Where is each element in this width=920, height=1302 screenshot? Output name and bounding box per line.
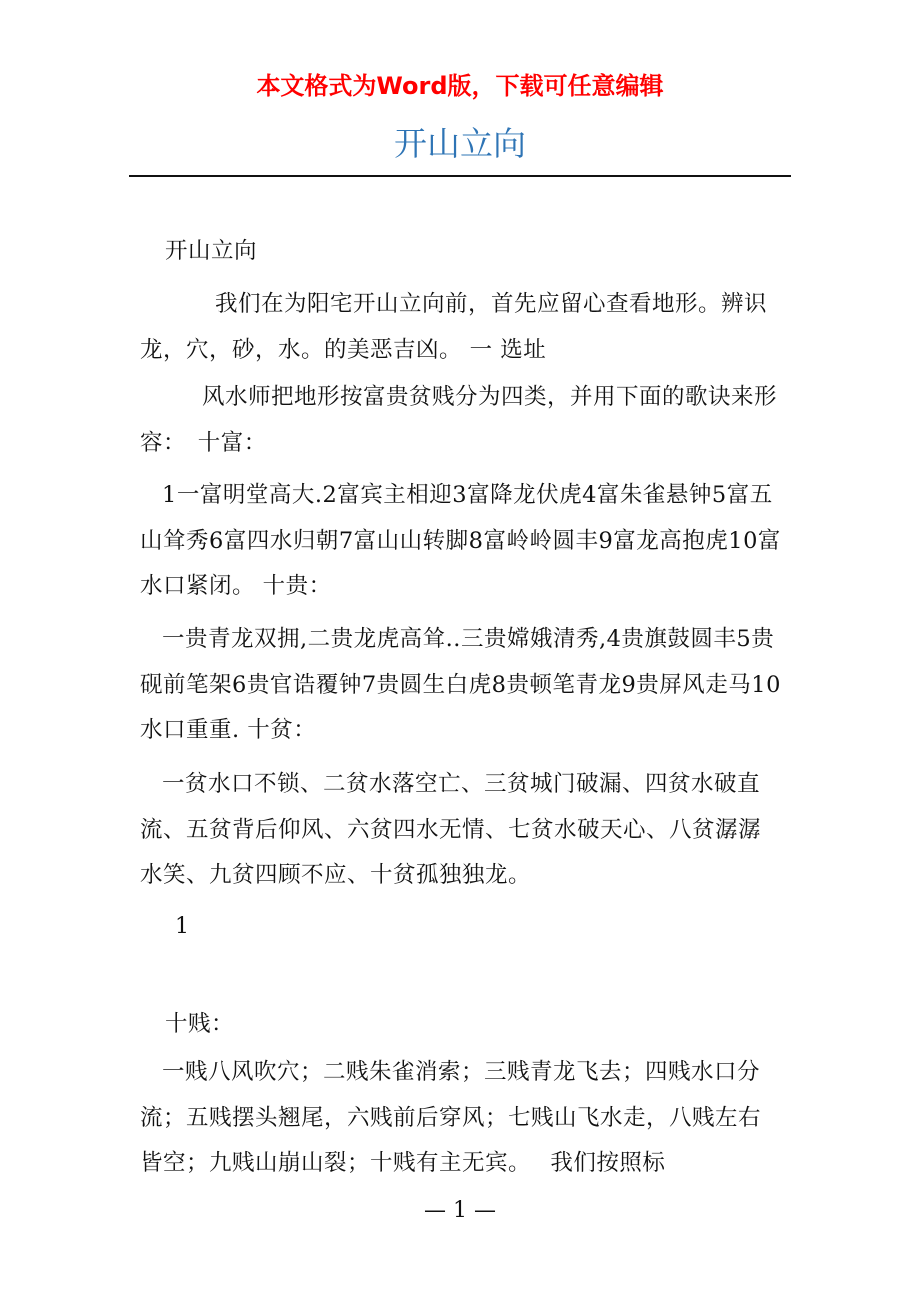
paragraph-ten-rich: 1一富明堂高大.2富宾主相迎3富降龙伏虎4富朱雀悬钟5富五山耸秀6富四水归朝7富山山转脚8富岭岭圆丰9富龙高抱虎10富水口紧闭。 十贵： [140,482,781,599]
paragraph-ten-lowly-heading: 十贱： [165,1011,235,1037]
format-notice-banner: 本文格式为Word版，下载可任意编辑 [256,72,664,100]
title-divider [129,175,791,177]
paragraph-ten-lowly: 一贱八风吹穴；二贱朱雀消索；三贱青龙飞去；四贱水口分流；五贱摆头翘尾，六贱前后穿风；七贱山飞水走，八贱左右皆空；九贱山崩山裂；十贱有主无宾。 我们按照标 [140,1059,762,1176]
section-heading: 开山立向 [165,238,258,264]
footer-page-number: — 1 — [424,1198,496,1223]
paragraph-ten-poor: 一贫水口不锁、二贫水落空亡、三贫城门破漏、四贫水破直流、五贫背后仰风、六贫四水无情、七贫水破天心、八贫潺潺水笑、九贫四顾不应、十贫孤独独龙。 [140,771,762,888]
document-title: 开山立向 [394,124,526,163]
paragraph-classification: 风水师把地形按富贵贫贱分为四类，并用下面的歌诀来形容： 十富： [140,384,778,456]
inline-page-number: 1 [175,914,189,939]
paragraph-intro: 我们在为阳宅开山立向前，首先应留心查看地形。辨识龙，穴，砂，水。的美恶吉凶。 一 选址 [140,291,768,363]
paragraph-ten-noble: 一贵青龙双拥,二贵龙虎高耸..三贵嫦娥清秀,4贵旗鼓圆丰5贵砚前笔架6贵官诰覆钟7贵圆生白虎8贵顿笔青龙9贵屏风走马10水口重重. 十贫： [140,626,781,743]
